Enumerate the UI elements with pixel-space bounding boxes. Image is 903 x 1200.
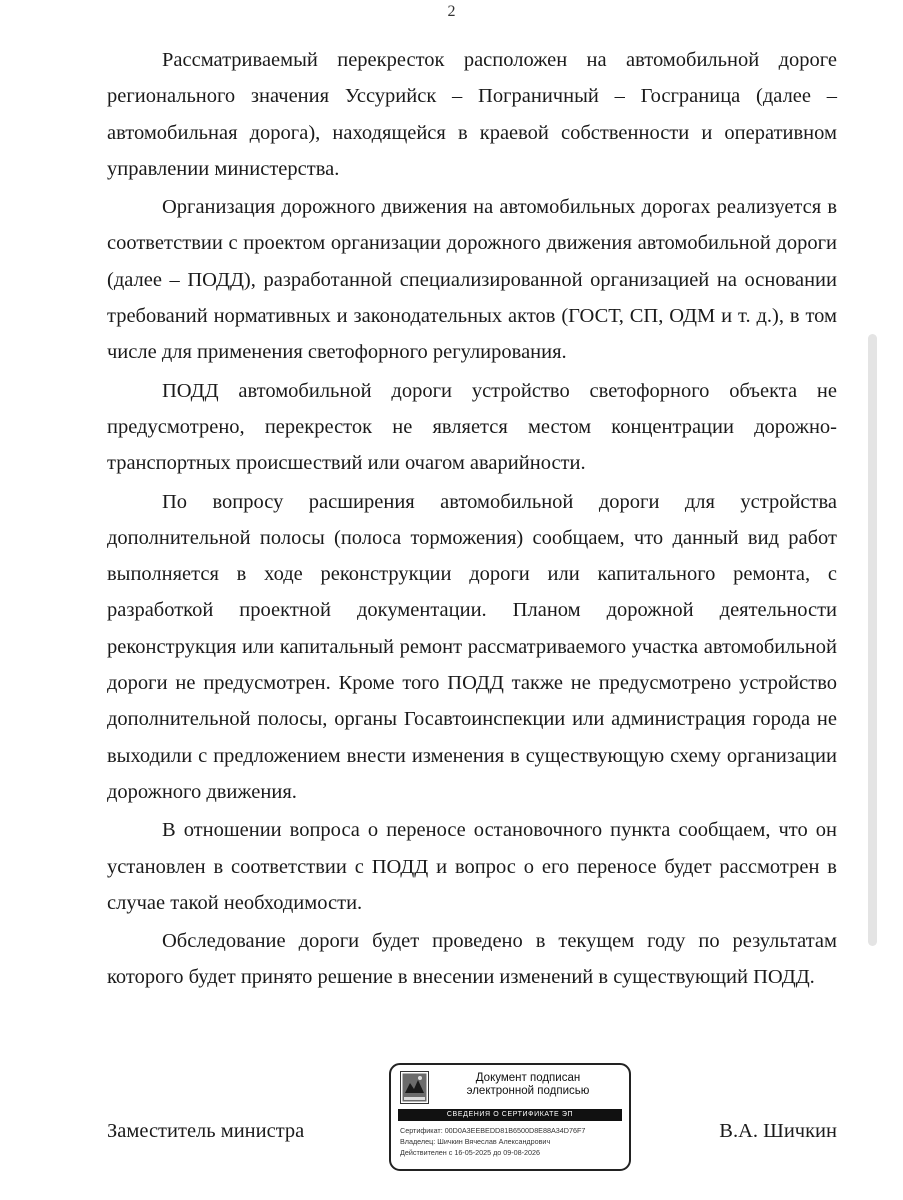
scrollbar-thumb[interactable] bbox=[868, 334, 877, 946]
paragraph-1: Рассматриваемый перекресток расположен на автомобильной дороге регионального значения Уссурийск – Пограничный – Госграница (далее – автомобильная дорога), находящейся в краевой собственности и оперативном управлении министерства. bbox=[107, 49, 837, 180]
letter-body bbox=[107, 42, 837, 998]
stamp-header-line-2: электронной подписью bbox=[466, 1085, 590, 1097]
page-number: 2 bbox=[447, 3, 456, 20]
stamp-certificate-number: Сертификат: 00D0A3EEBEDD81B6500D8E88A34D76F7 bbox=[400, 1126, 586, 1135]
stamp-header bbox=[433, 1072, 623, 1098]
stamp-owner: Владелец: Шичкин Вячеслав Александрович bbox=[400, 1137, 551, 1146]
paragraph-5: В отношении вопроса о переносе остановочного пункта сообщаем, что он установлен в соответствии с ПОДД и вопрос о его переносе будет рассмотрен в случае такой необходимости. bbox=[107, 819, 837, 914]
signatory-name: В.А. Шичкин bbox=[719, 1120, 837, 1142]
coat-of-arms-icon bbox=[400, 1071, 429, 1104]
electronic-signature-stamp bbox=[389, 1063, 631, 1171]
stamp-validity: Действителен с 16-05-2025 до 09-08-2026 bbox=[400, 1148, 541, 1157]
stamp-header-line-1: Документ подписан bbox=[475, 1072, 581, 1084]
signatory-position: Заместитель министра bbox=[107, 1120, 305, 1142]
stamp-certificate-bar: СВЕДЕНИЯ О СЕРТИФИКАТЕ ЭП bbox=[398, 1109, 622, 1121]
paragraph-2: Организация дорожного движения на автомобильных дорогах реализуется в соответствии с проектом организации дорожного движения автомобильной дороги (далее – ПОДД), разработанной специализированной организацией на основании требований нормативных и законодательных актов (ГОСТ, СП, ОДМ и т. д.), в том числе для применения светофорного регулирования. bbox=[107, 196, 837, 364]
paragraph-3: ПОДД автомобильной дороги устройство светофорного объекта не предусмотрено, перекресток не является местом концентрации дорожно-транспортных происшествий или очагом аварийности. bbox=[107, 379, 837, 475]
paragraph-4: По вопросу расширения автомобильной дороги для устройства дополнительной полосы (полоса торможения) сообщаем, что данный вид работ выполняется в ходе реконструкции дороги или капитального ремонта, с разработкой проектной документации. Планом дорожной деятельности реконструкция или капитальный ремонт рассматриваемого участка автомобильной дороги не предусмотрен. Кроме того ПОДД также не предусмотрено устройство дополнительной полосы, органы Госавтоинспекции или администрация города не выходили с предложением внести изменения в существующую схему организации дорожного движения. bbox=[107, 490, 837, 803]
paragraph-6: Обследование дороги будет проведено в текущем году по результатам которого будет принято решение в внесении изменений в существующий ПОДД. bbox=[107, 930, 837, 989]
